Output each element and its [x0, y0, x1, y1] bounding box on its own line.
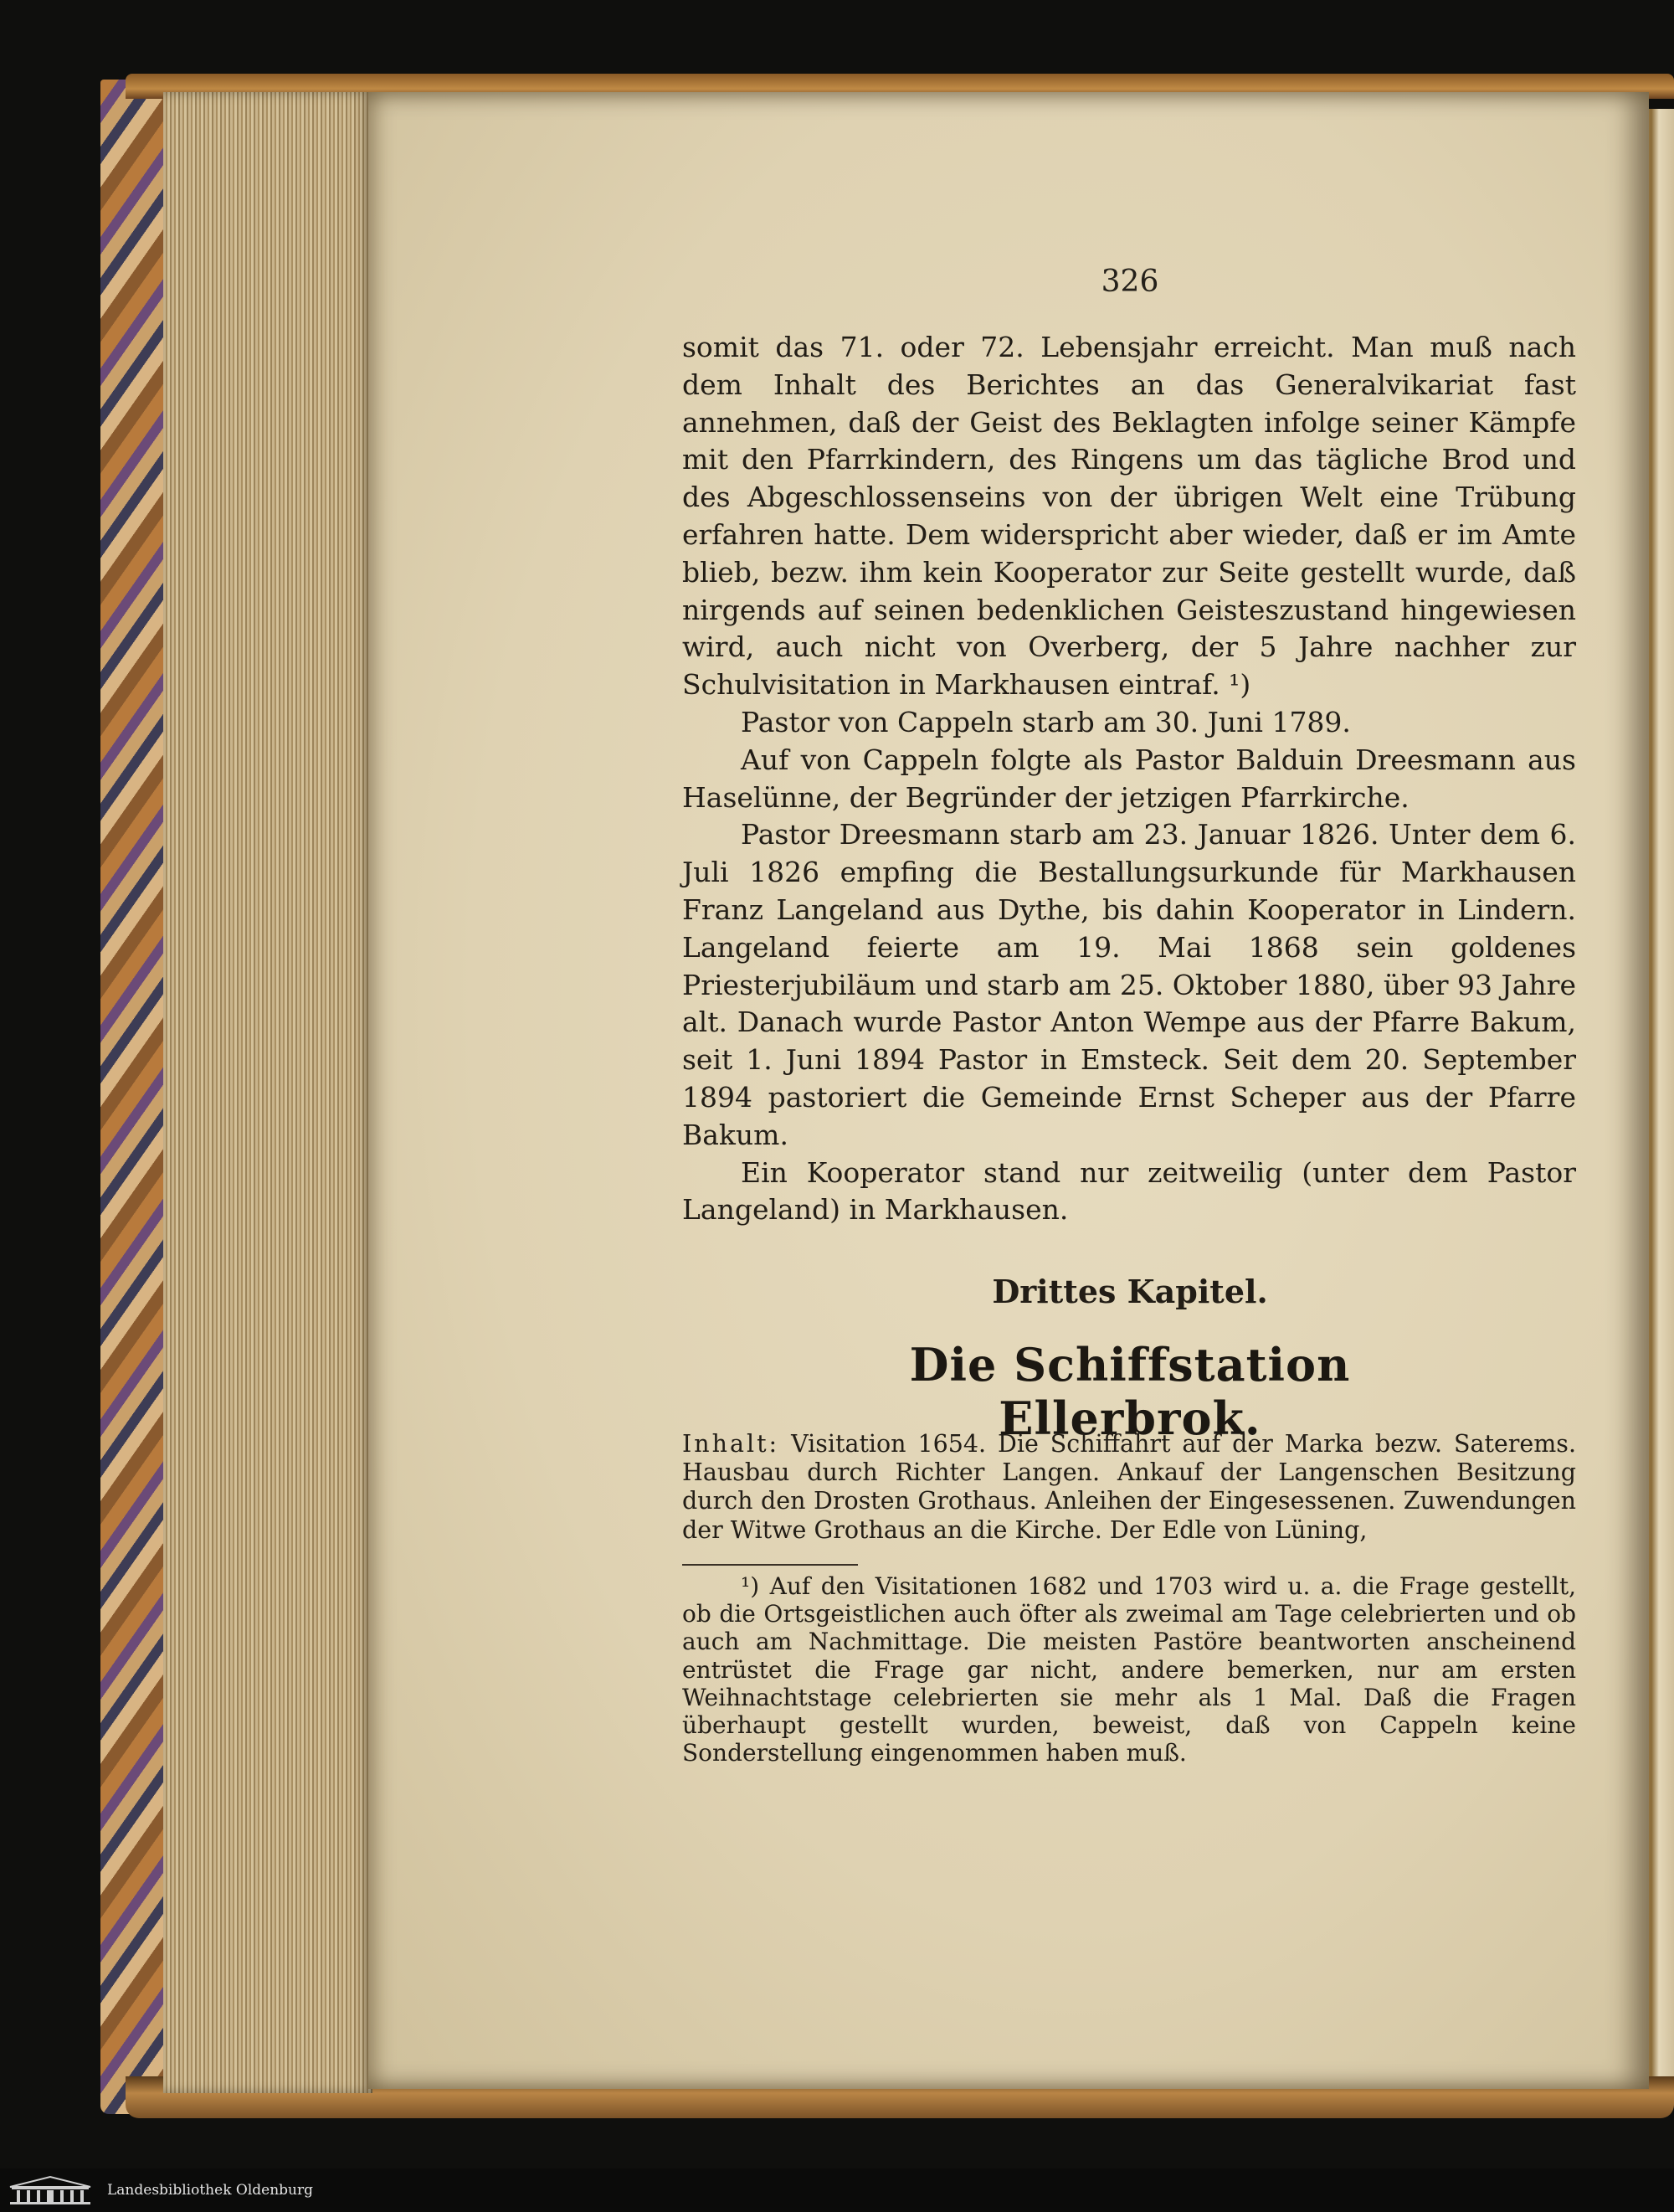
footnote-divider: [682, 1564, 858, 1566]
page-number: 326: [1101, 265, 1159, 299]
chapter-summary: [682, 1430, 1576, 1545]
paragraph: somit das 71. oder 72. Lebensjahr erreicht. Man muß nach dem Inhalt des Berichtes an das Generalvikariat fast annehmen, daß der Geist des Beklagten infolge seiner Kämpfe mit den Pfarrkindern, des Ringens um das tägliche Brod und des Abgeschlossenseins von der übrigen Welt eine Trübung erfahren hatte. Dem widerspricht aber wieder, daß er im Amte blieb, bezw. ihm kein Kooperator zur Seite gestellt wurde, daß nirgends auf seinen bedenklichen Geisteszustand hingewiesen wird, auch nicht von Overberg, der 5 Jahre nachher zur Schulvisitation in Markhausen eintraf. ¹): [682, 331, 1576, 702]
library-building-icon: [8, 2175, 92, 2205]
body-text: [682, 329, 1576, 1229]
paragraph: Pastor von Cappeln starb am 30. Juni 1789.: [741, 705, 1351, 738]
paragraph: Auf von Cappeln folgte als Pastor Balduin Dreesmann aus Haselünne, der Begründer der jetzigen Pfarrkirche.: [682, 743, 1576, 814]
footer-bar: [0, 2168, 1674, 2212]
summary-label: Inhalt:: [682, 1430, 780, 1458]
summary-text: Visitation 1654. Die Schiffahrt auf der Marka bezw. Saterems. Hausbau durch Richter Langen. Ankauf der Langenschen Besitzung durch den Drosten Grothaus. Anleihen der Eingesessenen. Zuwendungen der Witwe Grothaus an die Kirche. Der Edle von Lüning,: [682, 1430, 1576, 1544]
library-name: Landesbibliothek Oldenburg: [107, 2182, 314, 2199]
paragraph: Ein Kooperator stand nur zeitweilig (unter dem Pastor Langeland) in Markhausen.: [682, 1155, 1576, 1227]
page-edges: [163, 92, 372, 2093]
footnote: ¹) Auf den Visitationen 1682 und 1703 wird u. a. die Frage gestellt, ob die Ortsgeistlichen auch öfter als zweimal am Tage celebrierten und ob auch am Nachmittage. Die meisten Pastöre beantworten anscheinend entrüstet die Frage gar nicht, andere bemerken, nur am ersten Weihnachtstage celebrierten sie mehr als 1 Mal. Daß die Fragen überhaupt gestellt wurden, beweist, daß von Cappeln keine Sonderstellung eingenommen haben muß.: [682, 1572, 1576, 1767]
chapter-title: Die Schiffstation Ellerbrok.: [909, 1338, 1351, 1445]
chapter-label: Drittes Kapitel.: [992, 1273, 1268, 1310]
paragraph: Pastor Dreesmann starb am 23. Januar 1826. Unter dem 6. Juli 1826 empfing die Bestallungsurkunde für Markhausen Franz Langeland aus Dythe, bis dahin Kooperator in Lindern. Langeland feierte am 19. Mai 1868 sein goldenes Priesterjubiläum und starb am 25. Oktober 1880, über 93 Jahre alt. Danach wurde Pastor Anton Wempe aus der Pfarre Bakum, seit 1. Juni 1894 Pastor in Emsteck. Seit dem 20. September 1894 pastoriert die Gemeinde Ernst Scheper aus der Pfarre Bakum.: [682, 818, 1576, 1151]
